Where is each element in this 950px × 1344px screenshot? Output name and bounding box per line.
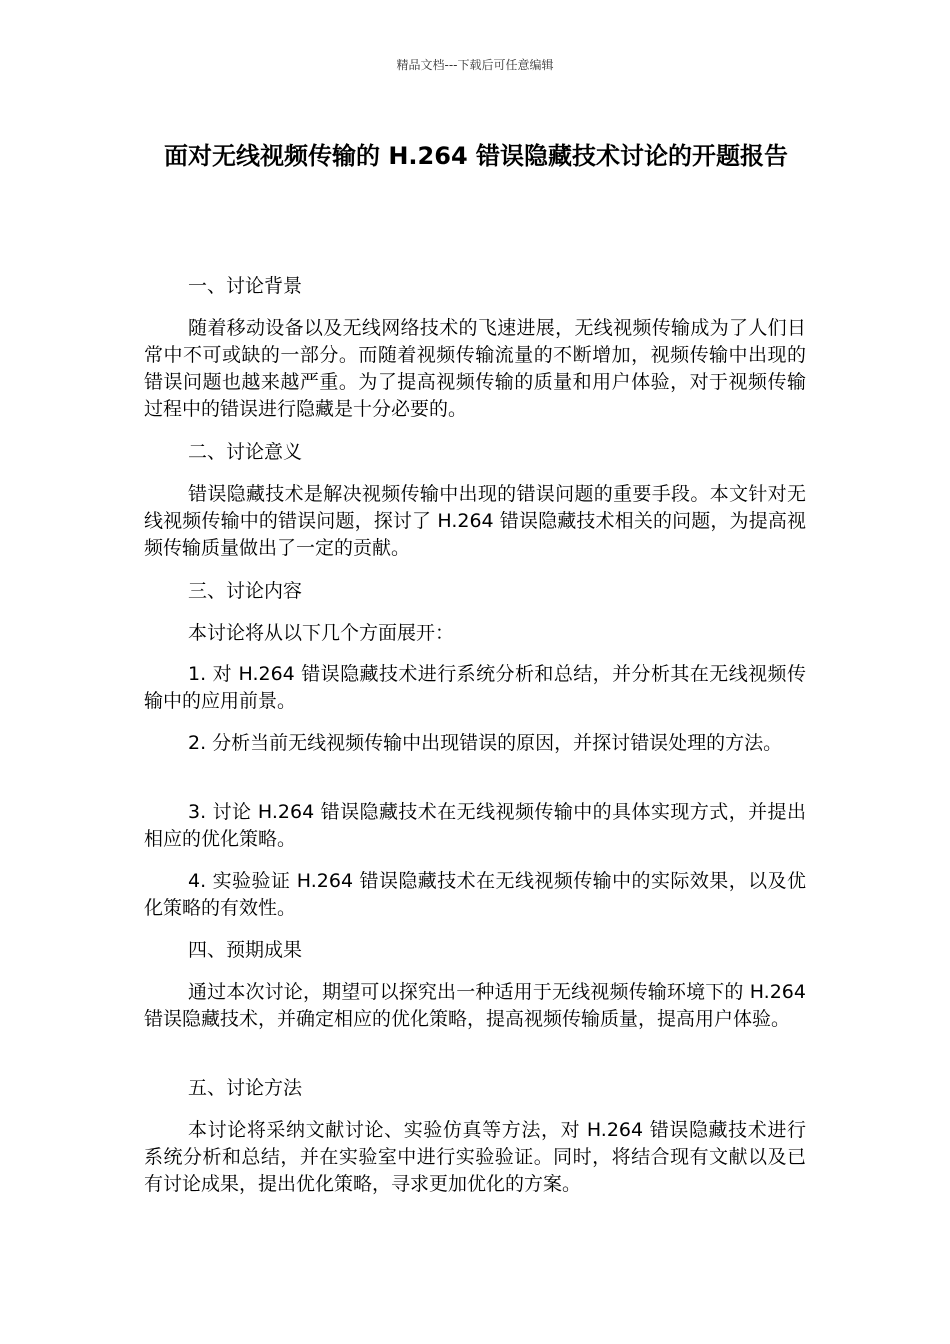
paragraph-methods: 本讨论将采纳文献讨论、实验仿真等方法，对 H.264 错误隐藏技术进行系统分析和总结，并在实验室中进行实验验证。同时，将结合现有文献以及已有讨论成果，提出优化策略，寻求更加优化的方案。 xyxy=(144,1119,806,1195)
page-header: 精品文档---下载后可任意编辑 xyxy=(396,58,554,72)
section-heading-background: 一、讨论背景 xyxy=(188,275,303,297)
paragraph-significance: 错误隐藏技术是解决视频传输中出现的错误问题的重要手段。本文针对无线视频传输中的错误问题，探讨了 H.264 错误隐藏技术相关的问题，为提高视频传输质量做出了一定的贡献。 xyxy=(144,483,806,559)
list-item-1: 1. 对 H.264 错误隐藏技术进行系统分析和总结，并分析其在无线视频传输中的应用前景。 xyxy=(144,663,806,712)
section-heading-content: 三、讨论内容 xyxy=(188,580,303,602)
list-item-2: 2. 分析当前无线视频传输中出现错误的原因，并探讨错误处理的方法。 xyxy=(188,732,783,754)
paragraph-expected-results: 通过本次讨论，期望可以探究出一种适用于无线视频传输环境下的 H.264 错误隐藏技术，并确定相应的优化策略，提高视频传输质量，提高用户体验。 xyxy=(144,981,806,1030)
section-heading-significance: 二、讨论意义 xyxy=(188,441,303,463)
paragraph-content-intro: 本讨论将从以下几个方面展开： xyxy=(188,622,455,644)
list-item-4: 4. 实验验证 H.264 错误隐藏技术在无线视频传输中的实际效果，以及优化策略的有效性。 xyxy=(144,870,806,919)
paragraph-background: 随着移动设备以及无线网络技术的飞速进展，无线视频传输成为了人们日常中不可或缺的一部分。而随着视频传输流量的不断增加，视频传输中出现的错误问题也越来越严重。为了提高视频传输的质量和用户体验，对于视频传输过程中的错误进行隐藏是十分必要的。 xyxy=(144,317,806,420)
section-heading-methods: 五、讨论方法 xyxy=(188,1077,303,1099)
list-item-3: 3. 讨论 H.264 错误隐藏技术在无线视频传输中的具体实现方式，并提出相应的优化策略。 xyxy=(144,801,806,850)
section-heading-expected-results: 四、预期成果 xyxy=(188,939,303,961)
document-title: 面对无线视频传输的 H.264 错误隐藏技术讨论的开题报告 xyxy=(163,142,788,170)
